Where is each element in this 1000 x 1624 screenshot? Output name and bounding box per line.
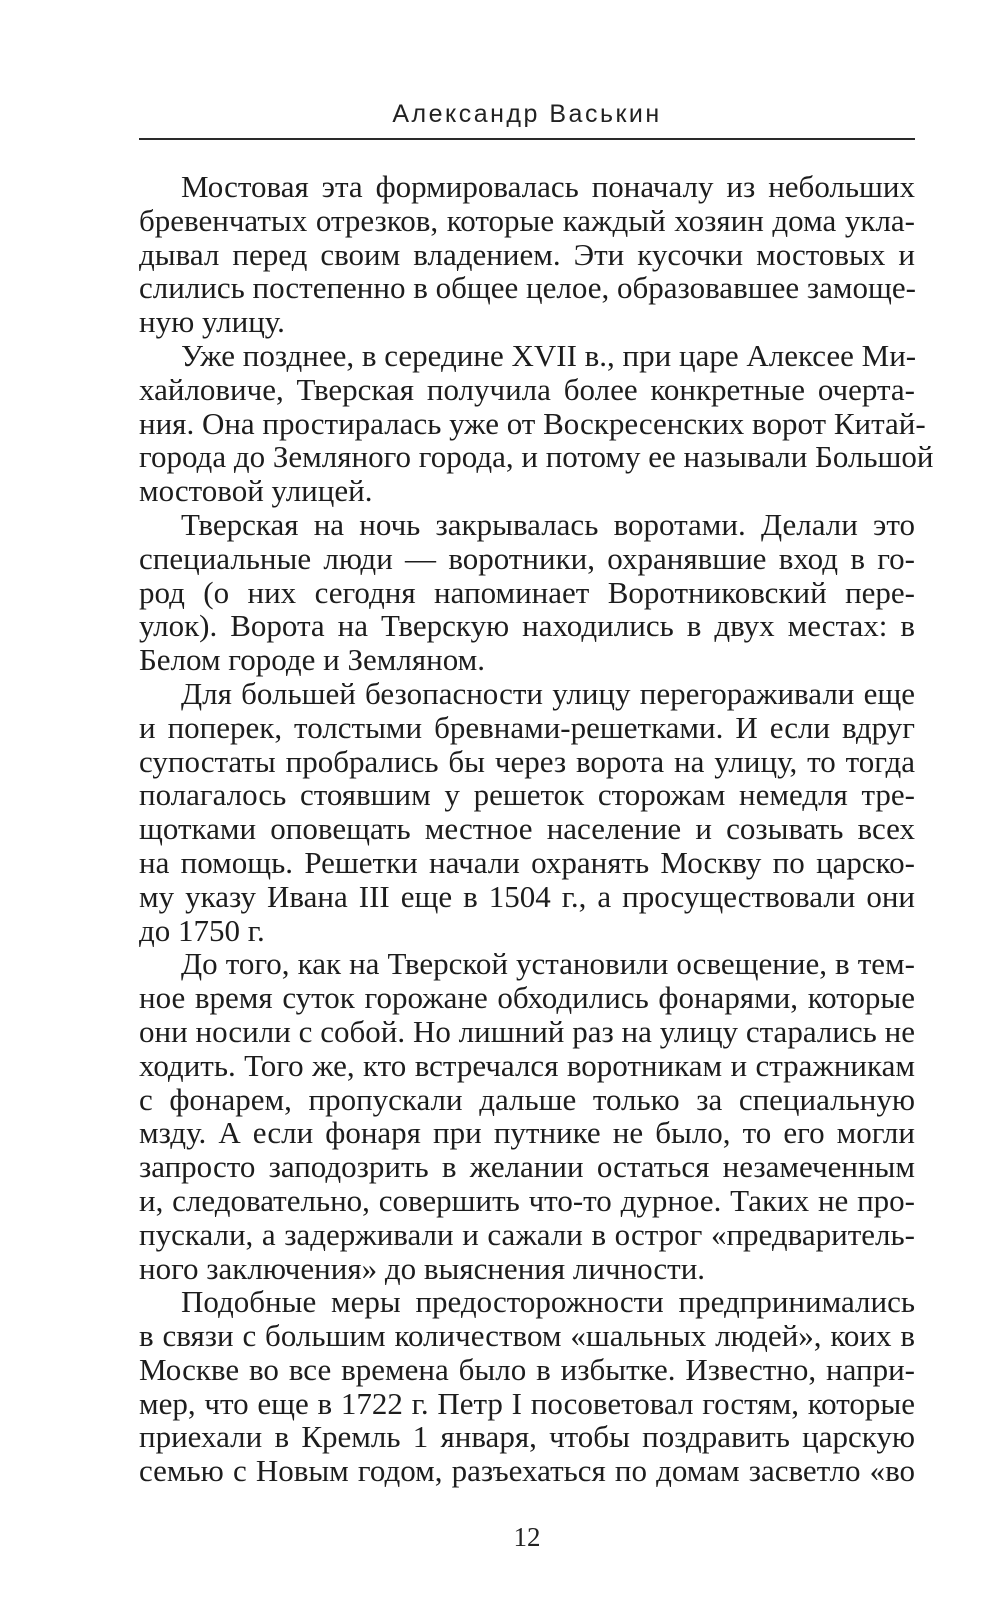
text-line: они носили с собой. Но лишний раз на улицу старались не: [139, 1013, 915, 1049]
text-line: слились постепенно в общее целое, образовавшее замоще-: [139, 270, 916, 306]
text-line: и, следовательно, совершить что-то дурное. Таких не про-: [139, 1182, 915, 1218]
paragraph: [139, 170, 915, 339]
text-line: дывал перед своим владением. Эти кусочки мостовых и: [139, 236, 915, 272]
paragraph: [139, 1285, 915, 1488]
text-line: семью с Новым годом, разъехаться по домам засветло «во: [139, 1453, 915, 1489]
text-line: хайловиче, Тверская получила более конкретные очерта-: [139, 371, 915, 407]
text-line: Уже позднее, в середине XVII в., при царе Алексее Ми-: [181, 337, 917, 373]
body-text: [139, 169, 934, 1489]
text-line: До того, как на Тверской установили освещение, в тем-: [181, 946, 915, 982]
paragraph: [139, 677, 915, 947]
text-line: Москве во все времена было в избытке. Известно, напри-: [139, 1351, 915, 1387]
text-line: му указу Ивана III еще в 1504 г., а просуществовали они: [139, 878, 915, 914]
text-line: в связи с большим количеством «шальных людей», коих в: [139, 1318, 915, 1354]
text-line: ходить. Того же, кто встречался воротникам и стражникам: [139, 1047, 915, 1083]
text-line: на помощь. Решетки начали охранять Москву по царско-: [139, 844, 915, 880]
paragraph: [139, 337, 934, 509]
text-line: специальные люди — воротники, охранявшие вход в го-: [139, 540, 915, 576]
text-line: пускали, а задерживали и сажали в острог «предваритель-: [139, 1216, 915, 1252]
text-line: запросто заподозрить в желании остаться незамеченным: [139, 1149, 915, 1185]
text-line: с фонарем, пропускали дальше только за специальную: [139, 1081, 915, 1117]
paragraph: [139, 508, 915, 677]
text-line: мер, что еще в 1722 г. Петр I посоветовал гостям, которые: [139, 1385, 915, 1421]
text-line: мзду. А если фонаря при путнике не было, то его могли: [139, 1115, 915, 1151]
text-line: бревенчатых отрезков, которые каждый хозяин дома укла-: [139, 202, 915, 238]
running-title: Александр Васькин: [392, 100, 662, 128]
text-line: ного заключения» до выяснения личности.: [139, 1250, 706, 1286]
text-line: супостаты пробрались бы через ворота на улицу, то тогда: [139, 743, 915, 779]
text-line: Тверская на ночь закрывалась воротами. Делали это: [181, 506, 915, 542]
text-line: приехали в Кремль 1 января, чтобы поздравить царскую: [139, 1419, 915, 1455]
text-line: щотками оповещать местное население и созывать всех: [139, 811, 915, 847]
text-line: до 1750 г.: [139, 912, 265, 948]
text-line: ную улицу.: [139, 304, 285, 340]
text-line: Мостовая эта формировалась поначалу из небольших: [181, 169, 915, 204]
text-line: и поперек, толстыми бревнами-решетками. И если вдруг: [139, 709, 915, 745]
text-line: города до Земляного города, и потому ее называли Большой: [139, 439, 934, 475]
text-line: мостовой улицей.: [139, 473, 373, 509]
text-line: род (о них сегодня напоминает Воротниковский пере-: [139, 574, 915, 610]
text-line: улок). Ворота на Тверскую находились в двух местах: в: [139, 608, 915, 644]
text-line: Белом городе и Земляном.: [139, 642, 485, 678]
text-line: ния. Она простиралась уже от Воскресенских ворот Китай-: [139, 405, 926, 441]
header-rule: [139, 138, 915, 140]
text-line: ное время суток горожане обходились фонарями, которые: [139, 980, 915, 1016]
text-line: Для большей безопасности улицу перегораживали еще: [181, 675, 915, 711]
text-line: Подобные меры предосторожности предпринимались: [181, 1284, 915, 1320]
page-number: 12: [513, 1522, 541, 1552]
paragraph: [139, 947, 915, 1285]
text-line: полагалось стоявшим у решеток сторожам немедля тре-: [139, 777, 915, 813]
